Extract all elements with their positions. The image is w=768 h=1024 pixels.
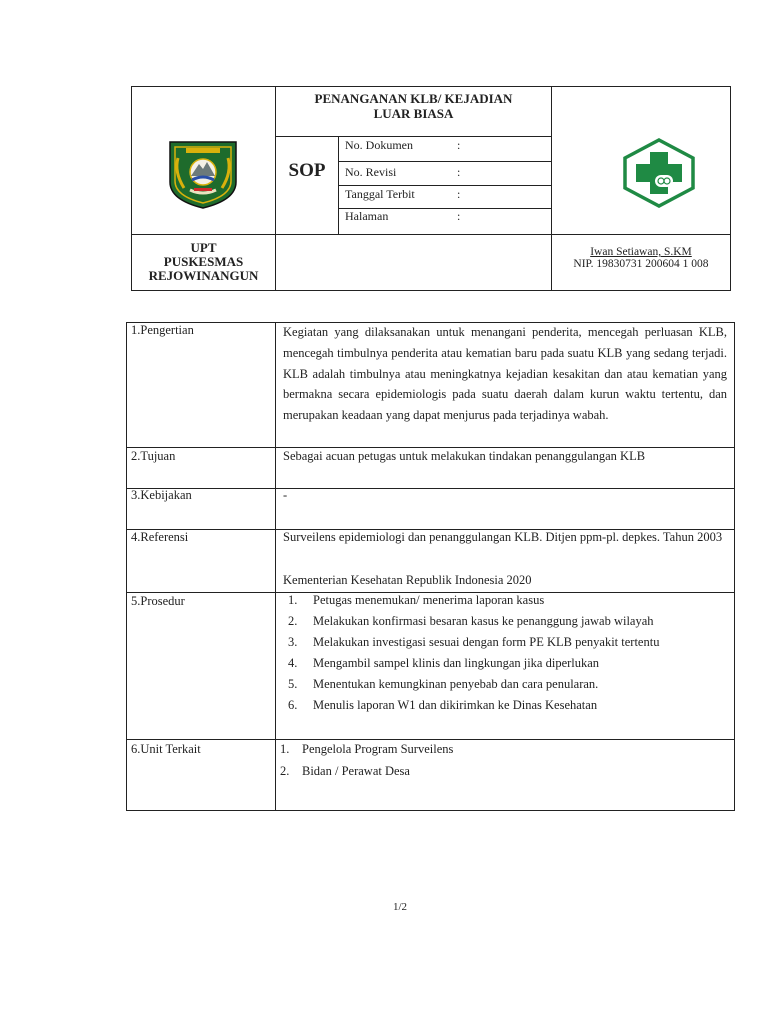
list-item: 1. Petugas menemukan/ menerima laporan kasus	[288, 593, 545, 607]
unit-terkait-item-1-text: Pengelola Program Surveilens	[302, 742, 454, 756]
pengertian-text: Kegiatan yang dilaksanakan untuk menangani penderita, mencegah perluasan KLB, mencegah timbulnya penderita atau kematian baru pada suatu KLB yang sedang terjadi. KLB adalah timbulnya atau meningkatnya kejadian kesakitan dan atau kematian yang bermakna secara epidemiologis pada suatu daerah dalam kurun waktu tertentu, dan merupakan keadaan yang dapat menjurus pada terjadinya wabah.	[283, 325, 727, 423]
regional-emblem-logo	[166, 138, 240, 210]
prosedur-list	[276, 590, 728, 716]
field-no-revisi-label: No. Revisi	[345, 165, 397, 179]
org-name-line3: REJOWINANGUN	[148, 268, 259, 283]
field-no-dokumen-label: No. Dokumen	[345, 138, 413, 152]
field-tanggal-terbit-sep: :	[457, 187, 461, 201]
list-item: 5. Menentukan kemungkinan penyebab dan cara penularan.	[288, 677, 599, 691]
prosedur-label: 5.Prosedur	[131, 594, 185, 608]
tujuan-text: Sebagai acuan petugas untuk melakukan tindakan penanggulangan KLB	[283, 449, 646, 463]
document-title-line1: PENANGANAN KLB/ KEJADIAN	[314, 91, 513, 106]
field-halaman-label: Halaman	[345, 209, 389, 223]
page-number: 1/2	[392, 901, 408, 913]
pengertian-label: 1.Pengertian	[131, 323, 194, 337]
puskesmas-logo	[622, 138, 696, 208]
unit-terkait-label: 6.Unit Terkait	[131, 742, 201, 756]
unit-terkait-item-1-num: 1.	[280, 742, 290, 756]
field-no-dokumen-sep: :	[457, 138, 461, 152]
referensi-text-1: Surveilens epidemiologi dan penanggulangan KLB. Ditjen ppm-pl. depkes. Tahun 2003	[283, 530, 723, 544]
sop-label: SOP	[288, 160, 326, 181]
kebijakan-text: -	[283, 488, 288, 502]
field-no-revisi-sep: :	[457, 165, 461, 179]
tujuan-label: 2.Tujuan	[131, 449, 176, 463]
org-name-line1: UPT	[190, 240, 217, 255]
field-tanggal-terbit-label: Tanggal Terbit	[345, 187, 415, 201]
list-item: 3. Melakukan investigasi sesuai dengan form PE KLB penyakit tertentu	[288, 635, 660, 649]
referensi-label: 4.Referensi	[131, 530, 189, 544]
unit-terkait-item-2-num: 2.	[280, 764, 290, 778]
list-item: 4. Mengambil sampel klinis dan lingkungan jika diperlukan	[288, 656, 600, 670]
list-item: 6. Menulis laporan W1 dan dikirimkan ke Dinas Kesehatan	[288, 698, 598, 712]
unit-terkait-item-2-text: Bidan / Perawat Desa	[302, 764, 410, 778]
referensi-text-2: Kementerian Kesehatan Republik Indonesia 2020	[283, 573, 532, 587]
document-title-line2: LUAR BIASA	[373, 106, 454, 121]
kebijakan-label: 3.Kebijakan	[131, 488, 192, 502]
signer-nip: NIP. 19830731 200604 1 008	[573, 258, 709, 270]
list-item: 2. Melakukan konfirmasi besaran kasus ke penanggung jawab wilayah	[288, 614, 654, 628]
org-name-line2: PUSKESMAS	[163, 254, 244, 269]
signer-name: Iwan Setiawan, S.KM	[590, 246, 692, 258]
field-halaman-sep: :	[457, 209, 461, 223]
